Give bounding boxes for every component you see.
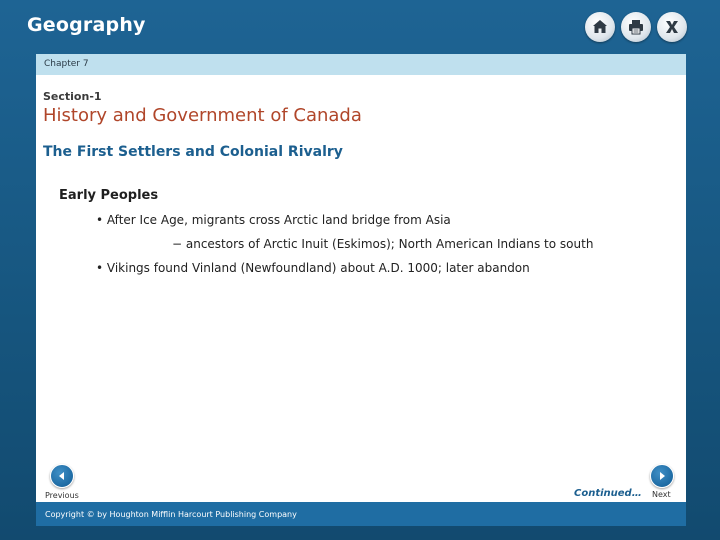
next-button[interactable] xyxy=(650,464,674,488)
topic-heading: Early Peoples xyxy=(59,188,159,203)
next-label[interactable]: Next xyxy=(652,490,671,499)
page-title: History and Government of Canada xyxy=(43,105,362,126)
home-icon xyxy=(591,18,609,36)
home-button[interactable] xyxy=(585,12,615,42)
chapter-label: Chapter 7 xyxy=(44,59,89,69)
continued-label: Continued… xyxy=(574,488,642,499)
content-panel xyxy=(36,54,686,526)
previous-button[interactable] xyxy=(50,464,74,488)
subheading: The First Settlers and Colonial Rivalry xyxy=(43,144,343,160)
close-button[interactable] xyxy=(657,12,687,42)
sub-bullet-item: − ancestors of Arctic Inuit (Eskimos); North American Indians to south xyxy=(172,237,594,251)
bullet-item: • Vikings found Vinland (Newfoundland) about A.D. 1000; later abandon xyxy=(96,261,530,275)
bullet-item: • After Ice Age, migrants cross Arctic land bridge from Asia xyxy=(96,213,451,227)
arrow-right-icon xyxy=(656,467,668,486)
app-title: Geography xyxy=(27,14,146,36)
close-icon xyxy=(663,18,681,36)
print-icon xyxy=(627,18,645,36)
chapter-bar xyxy=(36,54,686,75)
print-button[interactable] xyxy=(621,12,651,42)
previous-label[interactable]: Previous xyxy=(45,491,79,500)
arrow-left-icon xyxy=(56,467,68,486)
copyright-text: Copyright © by Houghton Mifflin Harcourt Publishing Company xyxy=(45,510,297,519)
section-label: Section-1 xyxy=(43,90,102,103)
footer-bar xyxy=(36,502,686,526)
